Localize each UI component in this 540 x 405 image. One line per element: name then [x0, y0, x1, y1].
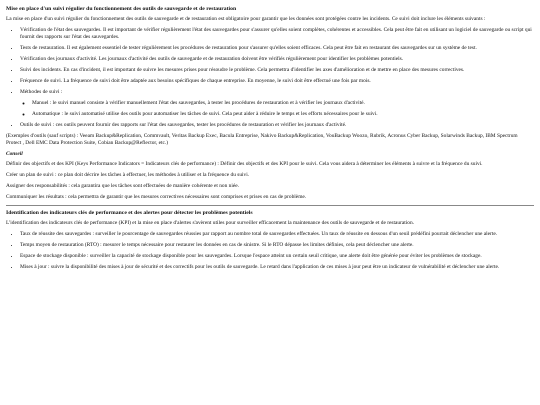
conseil-paragraph: Définir des objectifs et des KPI (Keys Performance Indicators = Indicateurs clés de performance) : Définir des objectifs et des KPI pour le suivi. Cela vous aidera à déterminer les éléments à suivre et la fréquence du suivi. [6, 161, 483, 167]
list-item: • Vérification des journaux d'activité. Les journaux d'activité des outils de sauvegarde et de restauration doivent être vérifiés régulièrement pour identifier les problèmes potentiels. [20, 56, 534, 63]
methods-sublist [20, 100, 534, 118]
methods-label: Méthodes de suivi : [20, 89, 63, 95]
list-item: • Outils de suivi : ces outils peuvent fournir des rapports sur l'état des sauvegardes, tester les procédures de restauration et vérifier les journaux d'activité. [20, 122, 534, 129]
tools-examples: (Exemples d'outils (sauf scripts) : Veeam Backup&Replication, Commvault, Veritas Backup Exec, Bacula Entreprise, Nakivo Backup&Replication, VouBackup Woozo, Rubrik, Acronus Cyber Backup, Solarwinds Backup, IBM Spectrum Protect , Dell EMC Data Protection Suite, Cobian Backup@Reflector, etc.) [6, 133, 518, 146]
sub-list-item: ◦ Manuel : le suivi manuel consiste à vérifier manuellement l'état des sauvegardes, à tester les procédures de restauration et à vérifier les journaux d'activité. [32, 100, 534, 107]
conseil-paragraph: Créer un plan de suivi : ce plan doit décrire les tâches à effectuer, les méthodes à utiliser et la fréquence du suivi. [6, 172, 250, 178]
list-item: • Tests de restauration. Il est également essentiel de tester régulièrement les procédures de restauration pour s'assurer qu'elles soient efficaces. Cela peut être fait en restaurant des sauvegardes sur un système de test. [20, 45, 534, 52]
list-item: • Vérification de l'état des sauvegardes. Il est important de vérifier régulièrement l'état des sauvegardes pour s'assurer qu'elles soient complètes, cohérentes et accessibles. Cela peut être fait en utilisant un logiciel de sauvegarde ou script qui fournit des rapports sur l'état des sauvegardes. [20, 27, 534, 41]
section-title-kpi: Identification des indicateurs clés de performance et des alertes pour détecter les problèmes potentiels [6, 210, 253, 216]
section-title-monitoring: Mise en place d'un suivi régulier du fonctionnement des outils de sauvegarde et de restauration [6, 6, 237, 12]
list-item: • Suivi des incidents. En cas d'incident, il est important de suivre les mesures prises pour résoudre le problème. Cela permettra d'identifier les axes d'amélioration et de mettre en place des mesures correctives. [20, 67, 534, 74]
conseil-heading: Conseil [6, 151, 23, 157]
list-item: • Espace de stockage disponible : surveiller la capacité de stockage disponible pour les sauvegardes. Lorsque l'espace atteint un certain seuil critique, une alerte doit être générée pour éviter les problèmes de stockage. [20, 253, 534, 260]
conseil-paragraph: Assigner des responsabilités : cela garantira que les tâches sont effectuées de manière cohérente et non niée. [6, 183, 239, 189]
list-item: • Mises à jour : suivre la disponibilité des mises à jour de sécurité et des correctifs pour les outils de sauvegarde. Le retard dans l'application de ces mises à jour peut être un indicateur de vulnérabilité et déclencher une alerte. [20, 264, 534, 271]
sub-list-item: ◦ Automatique : le suivi automatisé utilise des outils pour automatiser les tâches de suivi. Cela peut aider à réduire le temps et les efforts nécessaires pour le suivi. [32, 111, 534, 118]
list-item-methods [20, 89, 534, 118]
kpi-list [6, 231, 534, 271]
section-intro-kpi: L'identification des indicateurs clés de performance (KPI) et la mise en place d'alertes s'avèrent utiles pour surveiller efficacement la maintenance des outils de sauvegarde et de restauration. [6, 220, 414, 226]
section-divider [6, 205, 534, 206]
monitoring-elements-list [6, 27, 534, 129]
section-intro-monitoring: La mise en place d'un suivi régulier du fonctionnement des outils de sauvegarde et de restauration est obligatoire pour garantir que les données sont protégées contre les incidents. Ce suivi doit inclure les éléments suivants : [6, 16, 486, 22]
list-item: • Taux de réussite des sauvegardes : surveiller le pourcentage de sauvegardes réussies par rapport au nombre total de sauvegardes effectuées. Un taux de réussite en dessous d'un seuil prédéfini pourrait déclencher une alerte. [20, 231, 534, 238]
list-item: • Fréquence de suivi. La fréquence de suivi doit être adaptée aux besoins spécifiques de chaque entreprise. En moyenne, le suivi doit être effectué une fois par mois. [20, 78, 534, 85]
list-item: • Temps moyen de restauration (RTO) : mesurer le temps nécessaire pour restaurer les données en cas de sinistre. Si le RTO dépasse les limites définies, cela peut déclencher une alerte. [20, 242, 534, 249]
conseil-paragraph: Communiquer les résultats : cela permettra de garantir que les mesures correctives nécessaires sont comprises et prises en cas de problème. [6, 194, 307, 200]
